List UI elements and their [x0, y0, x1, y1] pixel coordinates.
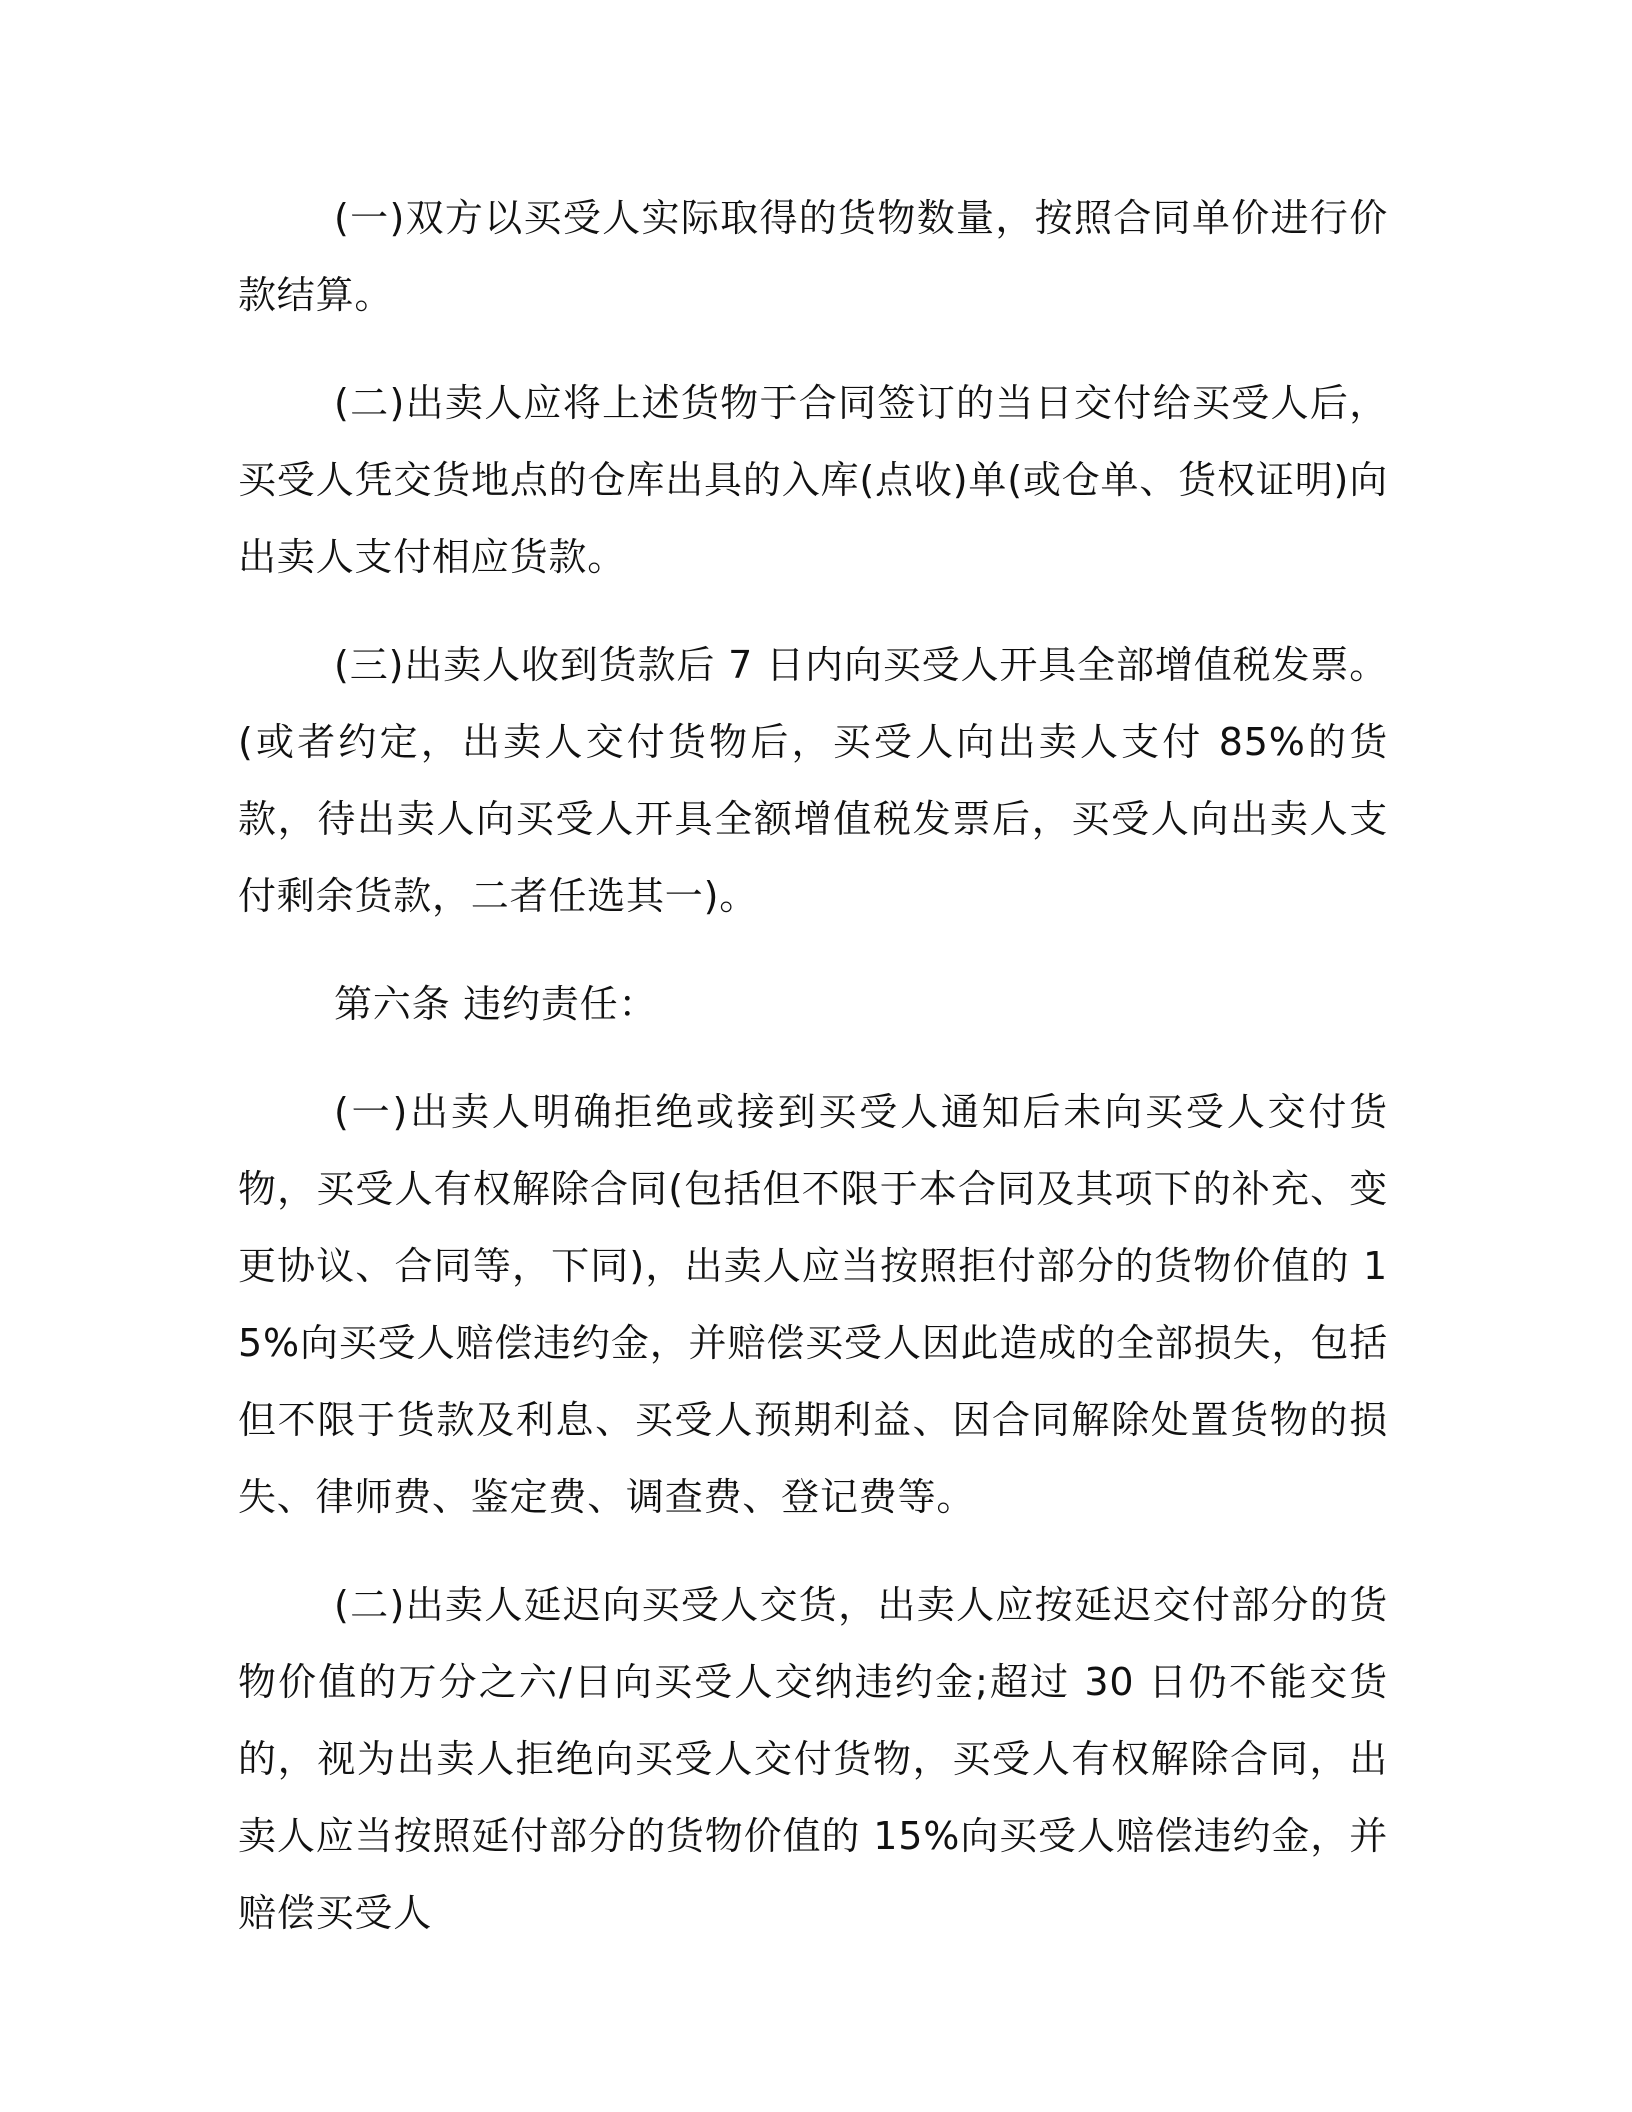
article-six-heading: 第六条 违约责任：	[334, 982, 658, 1026]
paragraph-delay-liability: (二)出卖人延迟向买受人交货，出卖人应按延迟交付部分的货物价值的万分之六/日向买受人交纳违约金;超过 30 日仍不能交货的，视为出卖人拒绝向买受人交付货物，买受人有权解除合同，出卖人应当按照延付部分的货物价值的 15%向买受人赔偿违约金，并赔偿买受人	[238, 1583, 1388, 1935]
paragraph-refusal-liability: (一)出卖人明确拒绝或接到买受人通知后未向买受人交付货物，买受人有权解除合同(包括但不限于本合同及其项下的补充、变更协议、合同等，下同)，出卖人应当按照拒付部分的货物价值的 15%向买受人赔偿违约金，并赔偿买受人因此造成的全部损失，包括但不限于货款及利息、买受人预期利益、因合同解除处置货物的损失、律师费、鉴定费、调查费、登记费等。	[238, 1090, 1388, 1519]
document-body	[238, 180, 1388, 1952]
paragraph-invoice: (三)出卖人收到货款后 7 日内向买受人开具全部增值税发票。(或者约定，出卖人交付货物后，买受人向出卖人支付 85%的货款，待出卖人向买受人开具全额增值税发票后，买受人向出卖人支付剩余货款，二者任选其一)。	[238, 643, 1388, 918]
paragraph-delivery-payment: (二)出卖人应将上述货物于合同签订的当日交付给买受人后，买受人凭交货地点的仓库出具的入库(点收)单(或仓单、货权证明)向出卖人支付相应货款。	[238, 381, 1388, 579]
paragraph-settlement: (一)双方以买受人实际取得的货物数量，按照合同单价进行价款结算。	[238, 196, 1388, 317]
